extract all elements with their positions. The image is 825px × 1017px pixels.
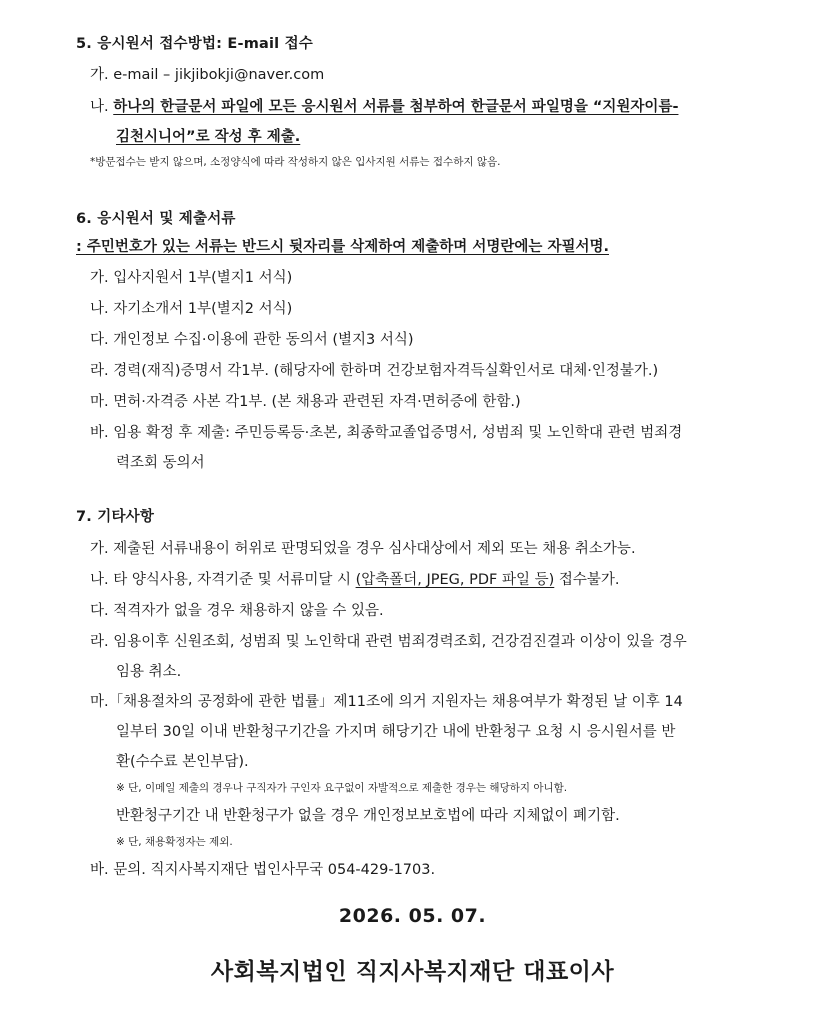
section-7-heading: 7. 기타사항 [76,509,155,525]
s6-item-ga: 가. 입사지원서 1부(별지1 서식) [90,270,293,286]
s7-item-ma-line4: 반환청구기간 내 반환청구가 없을 경우 개인정보보호법에 따라 지체없이 폐기함. [116,808,620,824]
s7-item-ma-line1: 마.「채용절차의 공정화에 관한 법률」제11조에 의거 지원자는 채용여부가 확정된 날 이후 14 [90,694,683,710]
s7-item-na-pre: 나. 타 양식사용, 자격기준 및 서류미달 시 [90,572,356,588]
s5-item-b-marker: 나. [90,99,114,115]
s7-item-ma-line3: 환(수수료 본인부담). [116,754,249,770]
s7-item-ba: 바. 문의. 직지사복지재단 법인사무국 054-429-1703. [90,862,436,878]
s5-note: *방문접수는 받지 않으며, 소정양식에 따라 작성하지 않은 입사지원 서류는 접수하지 않음. [90,156,501,168]
s7-item-na-underlined: (압축폴더, JPEG, PDF 파일 등) [355,572,555,588]
s5-item-b-text2: 김천시니어”로 작성 후 제출. [116,129,301,145]
issuer-name: 사회복지법인 직지사복지재단 대표이사 [210,959,615,985]
document-date: 2026. 05. 07. [338,905,487,927]
s6-notice: : 주민번호가 있는 서류는 반드시 뒷자리를 삭제하여 제출하며 서명란에는 자필서명. [76,239,609,255]
s6-item-ma: 마. 면허·자격증 사본 각1부. (본 채용과 관련된 자격·면허증에 한함.) [90,394,521,410]
section-6-heading: 6. 응시원서 및 제출서류 [76,211,236,227]
s7-item-ma-note2: ※ 단, 채용확정자는 제외. [116,836,233,848]
s6-item-da: 다. 개인정보 수집·이용에 관한 동의서 (별지3 서식) [90,332,414,348]
s7-item-da: 다. 적격자가 없을 경우 채용하지 않을 수 있음. [90,603,384,619]
s7-item-ga: 가. 제출된 서류내용이 허위로 판명되었을 경우 심사대상에서 제외 또는 채용 취소가능. [90,541,636,557]
s6-item-ba-line1: 바. 임용 확정 후 제출: 주민등록등·초본, 최종학교졸업증명서, 성범죄 및 노인학대 관련 범죄경 [90,425,683,441]
s5-item-a: 가. e-mail – jikjibokji@naver.com [90,67,325,83]
s7-item-ra-line2: 임용 취소. [116,664,182,680]
s7-item-na-post: 접수불가. [554,572,620,588]
s5-item-b-text1: 하나의 한글문서 파일에 모든 응시원서 서류를 첨부하여 한글문서 파일명을 “지원자이름- [113,99,679,115]
s7-item-na [90,568,620,589]
s5-item-b [90,95,678,116]
s6-item-na: 나. 자기소개서 1부(별지2 서식) [90,301,293,317]
s7-item-ra-line1: 라. 임용이후 신원조회, 성범죄 및 노인학대 관련 범죄경력조회, 건강검진결과 이상이 있을 경우 [90,634,687,650]
s7-item-ma-line2: 일부터 30일 이내 반환청구기간을 가지며 해당기간 내에 반환청구 요청 시 응시원서를 반 [116,724,676,740]
section-5-heading: 5. 응시원서 접수방법: E-mail 접수 [76,36,314,52]
s6-item-ba-line2: 력조회 동의서 [116,455,205,471]
s7-item-ma-note1: ※ 단, 이메일 제출의 경우나 구직자가 구인자 요구없이 자발적으로 제출한 경우는 해당하지 아니함. [116,782,568,794]
s6-item-ra: 라. 경력(재직)증명서 각1부. (해당자에 한하며 건강보험자격득실확인서로 대체·인정불가.) [90,363,659,379]
